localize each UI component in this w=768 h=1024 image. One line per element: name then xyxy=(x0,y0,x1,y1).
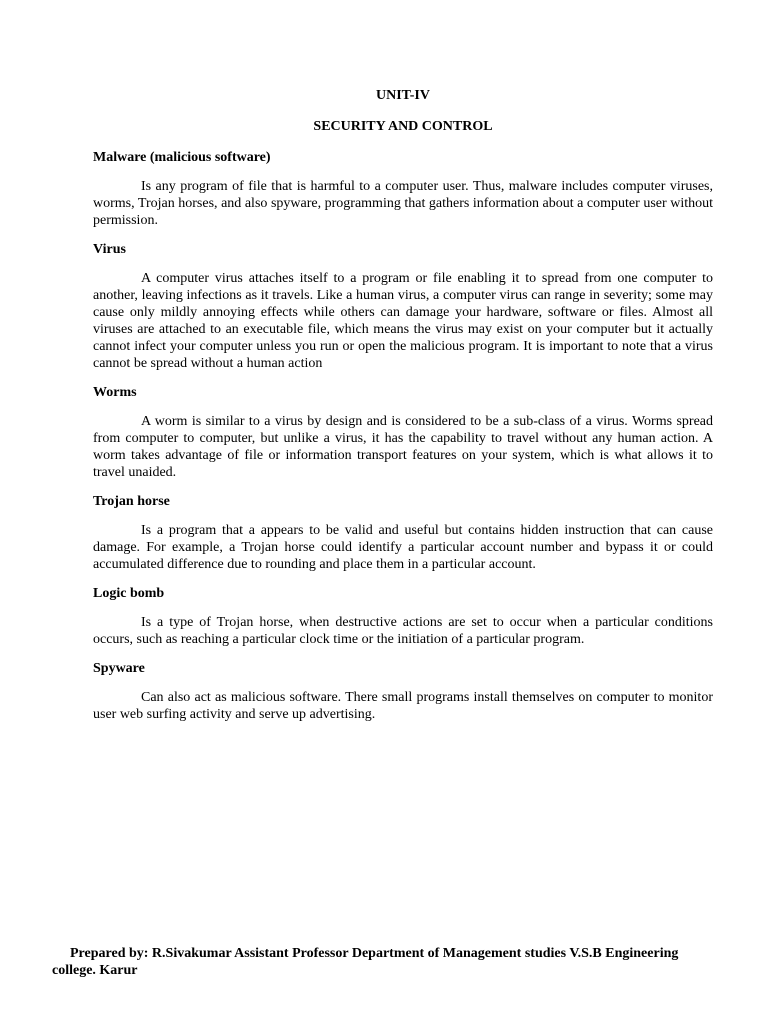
section-virus xyxy=(93,241,713,372)
section-paragraph: Can also act as malicious software. There small programs install themselves on computer to monitor user web surfing activity and serve up advertising. xyxy=(93,690,713,722)
section-paragraph: Is a program that a appears to be valid and useful but contains hidden instruction that can cause damage. For example, a Trojan horse could identify a particular account number and bypass it or could accumulated difference due to rounding and place them in a particular account. xyxy=(93,523,713,572)
section-malware xyxy=(93,149,713,229)
document-content xyxy=(93,87,713,735)
section-paragraph: A computer virus attaches itself to a program or file enabling it to spread from one computer to another, leaving infections as it travels. Like a human virus, a computer virus can range in severity; some may cause only mildly annoying effects while others can damage your hardware, software or files. Almost all viruses are attached to an executable file, which means the virus may exist on your computer but it actually cannot infect your computer unless you run or open the malicious program. It is important to note that a virus cannot be spread without a human action xyxy=(93,271,713,371)
section-heading: Malware (malicious software) xyxy=(93,150,271,165)
section-heading: Spyware xyxy=(93,661,145,676)
section-trojan-horse xyxy=(93,493,713,573)
section-worms xyxy=(93,384,713,481)
section-heading: Trojan horse xyxy=(93,494,170,509)
section-logic-bomb xyxy=(93,585,713,648)
section-spyware xyxy=(93,660,713,723)
page-title: SECURITY AND CONTROL xyxy=(313,119,493,134)
section-paragraph: Is any program of file that is harmful to a computer user. Thus, malware includes computer viruses, worms, Trojan horses, and also spyware, programming that gathers information about a computer user without permission. xyxy=(93,179,713,228)
page-footer: Prepared by: R.Sivakumar Assistant Professor Department of Management studies V.S.B Engineering college. Karur xyxy=(52,946,679,978)
section-heading: Logic bomb xyxy=(93,586,165,601)
section-paragraph: A worm is similar to a virus by design and is considered to be a sub-class of a virus. Worms spread from computer to computer, but unlike a virus, it has the capability to travel without any human action. A worm takes advantage of file or information transport features on your system, which is what allows it to travel unaided. xyxy=(93,414,713,480)
section-heading: Virus xyxy=(93,242,126,257)
unit-title: UNIT-IV xyxy=(376,88,430,103)
section-heading: Worms xyxy=(93,385,137,400)
section-paragraph: Is a type of Trojan horse, when destructive actions are set to occur when a particular conditions occurs, such as reaching a particular clock time or the initiation of a particular program. xyxy=(93,615,713,647)
